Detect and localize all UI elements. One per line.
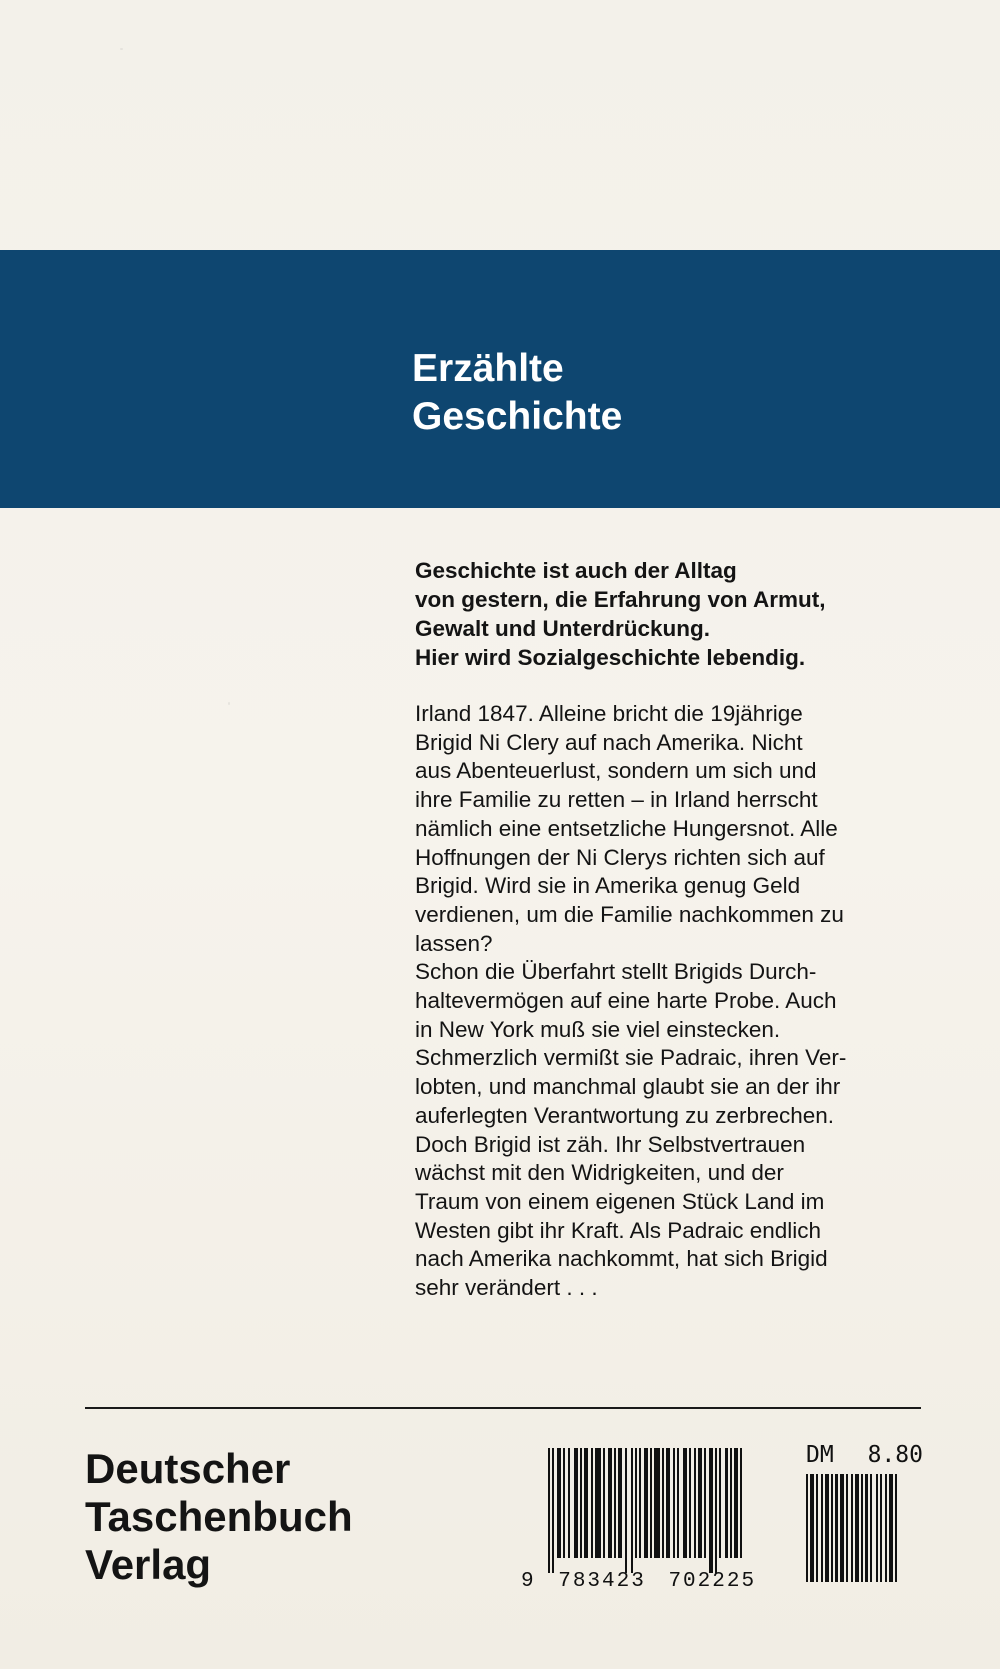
lead-paragraph — [415, 556, 955, 672]
blurb-line: sehr verändert . . . — [415, 1275, 598, 1301]
barcode-bar — [639, 1448, 641, 1558]
blurb-line: Brigid. Wird sie in Amerika genug Geld — [415, 873, 801, 899]
publisher-logo — [85, 1445, 353, 1589]
blurb-line: haltevermögen auf eine harte Probe. Auch — [415, 988, 837, 1014]
blurb-line: nämlich eine entsetzliche Hungersnot. Alle — [415, 815, 838, 841]
barcode-bar — [574, 1448, 578, 1558]
barcode-bar — [704, 1448, 706, 1558]
barcode-bar — [595, 1448, 601, 1558]
blurb-line: Hoffnungen der Ni Clerys richten sich auf — [415, 844, 825, 870]
isbn-number — [521, 1570, 791, 1593]
price-currency: DM — [806, 1442, 834, 1468]
barcode-bar — [806, 1474, 808, 1582]
barcode-bar — [821, 1474, 823, 1582]
lead-line: Gewalt und Unterdrückung. — [415, 616, 711, 641]
price-barcode — [806, 1474, 926, 1582]
barcode-bar — [650, 1448, 652, 1558]
blurb-line: wächst mit den Widrigkeiten, und der — [415, 1160, 784, 1186]
blurb-line: lassen? — [415, 930, 493, 956]
barcode-bar — [876, 1474, 878, 1582]
barcode-bar — [683, 1448, 687, 1558]
blurb-line: Schon die Überfahrt stellt Brigids Durch- — [415, 959, 817, 985]
blurb-line: Irland 1847. Alleine bricht die 19jährige — [415, 701, 803, 726]
barcode-bar — [816, 1474, 818, 1582]
isbn-lead-digit: 9 — [521, 1570, 536, 1593]
barcode-bar — [709, 1448, 713, 1573]
price-amount: 8.80 — [867, 1442, 923, 1468]
ean-barcode-bars — [548, 1448, 788, 1573]
barcode-bar — [654, 1448, 660, 1558]
price-barcode-bars — [806, 1474, 926, 1582]
barcode-bar — [698, 1448, 702, 1558]
blurb-line: ihre Familie zu retten – in Irland herrscht — [415, 787, 818, 813]
barcode-bar — [568, 1448, 570, 1558]
barcode-bar — [608, 1448, 612, 1558]
barcode-bar — [557, 1448, 561, 1558]
barcode-bar — [614, 1448, 616, 1558]
barcode-bar — [677, 1448, 679, 1558]
publisher-line: Verlag — [85, 1541, 212, 1588]
blurb-line: lobten, und manchmal glaubt sie an der ihr — [415, 1074, 841, 1100]
price-label — [806, 1442, 923, 1468]
barcode-bar — [870, 1474, 872, 1582]
blurb-paragraph — [415, 700, 975, 1303]
barcode-bar — [855, 1474, 859, 1582]
series-title — [412, 345, 622, 441]
barcode-bar — [865, 1474, 868, 1582]
barcode-bar — [673, 1448, 675, 1558]
blurb-line: Schmerzlich vermißt sie Padraic, ihren Ver- — [415, 1045, 847, 1071]
isbn-group-right: 702225 — [668, 1570, 757, 1593]
barcode-bar — [584, 1448, 588, 1558]
barcode-bar — [885, 1474, 887, 1582]
paper-speck — [120, 48, 123, 50]
barcode-bar — [840, 1474, 844, 1582]
barcode-bar — [625, 1448, 627, 1573]
barcode-bar — [835, 1474, 838, 1582]
isbn-group-left: 783423 — [558, 1570, 646, 1593]
barcode-bar — [552, 1448, 554, 1573]
blurb-line: verdienen, um die Familie nachkommen zu — [415, 901, 844, 927]
barcode-bar — [846, 1474, 848, 1582]
series-title-line: Erzählte — [412, 347, 564, 390]
barcode-bar — [580, 1448, 582, 1558]
barcode-bar — [861, 1474, 863, 1582]
barcode-bar — [734, 1448, 738, 1558]
barcode-bar — [880, 1474, 882, 1582]
blurb-line: Brigid Ni Clery auf nach Amerika. Nicht — [415, 729, 803, 755]
blurb-line: in New York muß sie viel einstecken. — [415, 1016, 781, 1042]
ean-barcode — [548, 1448, 788, 1573]
barcode-bar — [635, 1448, 637, 1558]
barcode-bar — [666, 1448, 670, 1558]
lead-line: Geschichte ist auch der Alltag — [415, 558, 737, 583]
barcode-bar — [725, 1448, 728, 1558]
barcode-bar — [740, 1448, 742, 1558]
blurb-line: Westen gibt ihr Kraft. Als Padraic endlich — [415, 1217, 822, 1243]
blurb-line: aus Abenteuerlust, sondern um sich und — [415, 758, 817, 784]
lead-line: Hier wird Sozialgeschichte lebendig. — [415, 645, 806, 670]
divider-rule — [85, 1407, 921, 1409]
barcode-bar — [889, 1474, 893, 1582]
barcode-bar — [719, 1448, 721, 1558]
paper-speck — [228, 702, 230, 705]
barcode-bar — [895, 1474, 897, 1582]
barcode-bar — [851, 1474, 853, 1582]
lead-line: von gestern, die Erfahrung von Armut, — [415, 587, 826, 612]
barcode-bar — [631, 1448, 633, 1573]
barcode-bar — [715, 1448, 717, 1573]
barcode-bar — [730, 1448, 732, 1558]
barcode-bar — [618, 1448, 622, 1558]
series-title-line: Geschichte — [412, 395, 623, 438]
barcode-bar — [689, 1448, 691, 1558]
barcode-bar — [810, 1474, 814, 1582]
barcode-bar — [548, 1448, 550, 1573]
blurb-line: nach Amerika nachkommt, hat sich Brigid — [415, 1246, 828, 1272]
barcode-bar — [644, 1448, 648, 1558]
blurb-line: Traum von einem eigenen Stück Land im — [415, 1188, 825, 1214]
publisher-line: Deutscher — [85, 1445, 291, 1492]
publisher-line: Taschenbuch — [85, 1493, 353, 1540]
barcode-bar — [694, 1448, 696, 1558]
blurb-line: Doch Brigid ist zäh. Ihr Selbstvertrauen — [415, 1131, 806, 1157]
barcode-bar — [603, 1448, 605, 1558]
barcode-bar — [825, 1474, 829, 1582]
barcode-bar — [591, 1448, 593, 1558]
barcode-bar — [563, 1448, 565, 1558]
barcode-bar — [831, 1474, 833, 1582]
barcode-bar — [662, 1448, 664, 1558]
blurb-line: auferlegten Verantwortung zu zerbrechen. — [415, 1102, 835, 1128]
